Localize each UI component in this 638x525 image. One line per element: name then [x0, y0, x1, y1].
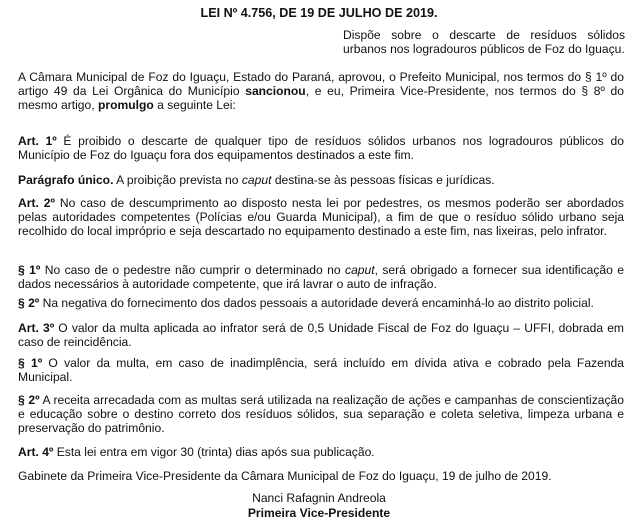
preamble-text-2: , e eu, Primeira Vice-Presidente, nos termos do § 8º do mesmo artigo, — [18, 84, 624, 113]
article-2-label: Art. 2º — [18, 196, 55, 210]
article-3-paragraph-2-label: § 2º — [18, 393, 40, 407]
paragrafo-unico-text-2: destina-se às pessoas físicas e jurídicas. — [271, 173, 495, 187]
article-4 — [18, 445, 624, 459]
preamble-bold-sanctioned: sancionou — [245, 84, 306, 99]
signatory-name: Nanci Rafagnin Andreola — [252, 491, 386, 505]
article-2 — [18, 196, 624, 239]
article-2-paragraph-2-text: Na negativa do fornecimento dos dados pessoais a autoridade deverá encaminhá-lo ao distrito policial. — [39, 296, 594, 310]
article-3-paragraph-1-text: O valor da multa, em caso de inadimplência, será incluído em dívida ativa e cobrado pela Fazenda Municipal. — [18, 356, 624, 385]
article-4-label: Art. 4º — [18, 445, 54, 459]
article-2-paragraph-1-text-1: No caso de o pedestre não cumprir o determinado no — [40, 263, 346, 277]
article-2-paragraph-1-text-2: , será obrigado a fornecer sua identificação e dados necessários à autoridade competente, que irá lavrar o auto de infração. — [18, 263, 625, 292]
article-3-paragraph-1 — [18, 356, 624, 384]
preamble — [18, 70, 624, 113]
article-2-paragraph-1-label: § 1º — [18, 263, 41, 277]
article-1 — [18, 134, 624, 162]
article-2-paragraph-1-caput: caput — [345, 263, 375, 277]
article-3-paragraph-1-label: § 1º — [18, 356, 43, 370]
article-2-paragraph-2 — [18, 296, 624, 310]
article-1-text: É proibido o descarte de qualquer tipo de resíduos sólidos urbanos nos logradouros públicos do Município de Foz do Iguaçu fora dos equipamentos destinados a este fim. — [18, 134, 624, 163]
preamble-text-1: A Câmara Municipal de Foz do Iguaçu, Estado do Paraná, aprovou, o Prefeito Municipal, nos termos do § 1º do artigo 49 da Lei Orgânica do Município — [18, 70, 624, 99]
article-3-text: O valor da multa aplicada ao infrator será de 0,5 Unidade Fiscal de Foz do Iguaçu – UFFI, dobrada em caso de reincidência. — [18, 321, 624, 350]
article-1-label: Art. 1º — [18, 134, 57, 148]
article-2-paragraph-2-label: § 2º — [18, 296, 40, 310]
article-2-text: No caso de descumprimento ao disposto nesta lei por pedestres, os mesmos poderão ser abordados pelas autoridades competentes (Polícias e/ou Guarda Municipal), a fim de que o resíduo sólido urbano seja recolhido do local impróprio e seja descartado no equipamento destinado a este fim, nas lixeiras, pelo infrator. — [18, 196, 624, 239]
article-3-paragraph-2 — [18, 393, 624, 436]
article-2-paragraph-1 — [18, 263, 624, 291]
article-3-label: Art. 3º — [18, 321, 55, 335]
law-summary: Dispõe sobre o descarte de resíduos sólidos urbanos nos logradouros públicos de Foz do Iguaçu. — [343, 28, 625, 57]
article-3-paragraph-2-text: A receita arrecadada com as multas será utilizada na realização de ações e campanhas de conscientização e educação sobre o destino correto dos resíduos sólidos, sua separação e coleta seletiva, limpeza urbana e preservação do patrimônio. — [18, 393, 624, 436]
paragrafo-unico-text-1: A proibição prevista no — [113, 173, 242, 187]
article-4-text: Esta lei entra em vigor 30 (trinta) dias após sua publicação. — [53, 445, 375, 459]
paragrafo-unico — [18, 173, 624, 187]
preamble-bold-promulgate: promulgo — [97, 98, 154, 113]
signatory-role: Primeira Vice-Presidente — [247, 506, 391, 520]
closing-place-date: Gabinete da Primeira Vice-Presidente da Câmara Municipal de Foz do Iguaçu, 19 de julho de 2019. — [18, 469, 552, 483]
paragrafo-unico-label: Parágrafo único. — [18, 173, 114, 187]
law-title: LEI Nº 4.756, DE 19 DE JULHO DE 2019. — [200, 6, 438, 20]
article-3 — [18, 321, 624, 349]
preamble-text-3: a seguinte Lei: — [153, 98, 236, 113]
paragrafo-unico-caput: caput — [241, 173, 272, 187]
